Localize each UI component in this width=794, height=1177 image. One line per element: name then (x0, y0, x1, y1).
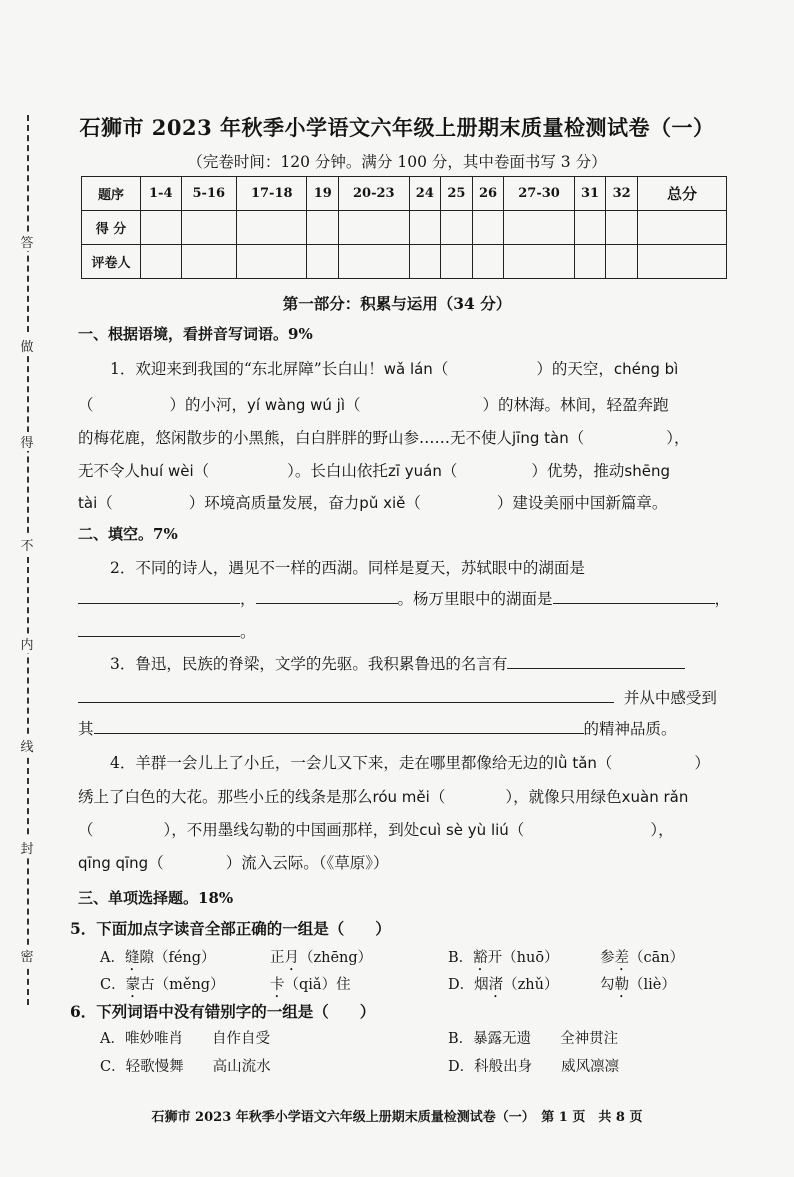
q1-line-4: 无不令人huí wèi（ ）。长白山依托zī yuán（ ）优势，推动shēng (78, 462, 670, 480)
score-col: 19 (307, 177, 339, 211)
pinyin: wǎ lán (383, 360, 433, 378)
score-cell[interactable] (504, 211, 574, 245)
q6-option-c[interactable]: C．轻歌慢舞 高山流水 (100, 1059, 271, 1075)
score-col: 1-4 (141, 177, 182, 211)
grader-cell[interactable] (472, 245, 504, 279)
grader-row-label: 评卷人 (82, 245, 141, 279)
grader-cell[interactable] (141, 245, 182, 279)
q5-option-a-2: 正月（zhēng） (270, 950, 373, 966)
q2-stem: 2．不同的诗人，遇见不一样的西湖。同样是夏天，苏轼眼中的湖面是 (110, 559, 585, 577)
section-1-heading: 一、根据语境，看拼音写词语。9% (78, 325, 313, 343)
margin-char: 线 (17, 736, 37, 755)
score-cell[interactable] (574, 211, 606, 245)
answer-blank[interactable] (553, 589, 715, 604)
part-one-heading: 第一部分：积累与运用（34 分） (282, 294, 512, 313)
grader-cell[interactable] (181, 245, 237, 279)
margin-char: 做 (17, 336, 37, 355)
score-cell[interactable] (606, 211, 638, 245)
margin-char: 答 (17, 232, 37, 251)
margin-char: 密 (17, 946, 37, 965)
score-row-label: 得 分 (82, 211, 141, 245)
q1-line-2: （ ）的小河，yí wàng wú jì（ ）的林海。林间，轻盈奔跑 (78, 396, 669, 414)
q6-option-d[interactable]: D．科般出身 威风凛凛 (448, 1059, 620, 1075)
grader-cell[interactable] (504, 245, 574, 279)
score-col: 5-16 (181, 177, 237, 211)
section-3-heading: 三、单项选择题。18% (78, 889, 234, 907)
score-cell[interactable] (409, 211, 441, 245)
answer-blank[interactable] (507, 654, 685, 669)
answer-blank[interactable] (78, 622, 240, 637)
score-col: 31 (574, 177, 606, 211)
q6-stem: 6．下列词语中没有错别字的一组是（ ） (70, 1002, 376, 1021)
score-col: 17-18 (237, 177, 307, 211)
answer-blank[interactable] (256, 589, 398, 604)
q6-option-a[interactable]: A．唯妙唯肖 自作自受 (100, 1031, 270, 1047)
score-col-total: 总分 (638, 177, 727, 211)
score-table (81, 176, 727, 279)
margin-char: 封 (17, 838, 37, 857)
score-col: 24 (409, 177, 441, 211)
score-table-header-label: 题序 (82, 177, 141, 211)
q1-line-5: tài（ ）环境高质量发展，奋力pǔ xiě（ ）建设美丽中国新篇章。 (78, 494, 668, 512)
q4-line-4: qīng qīng（ ）流入云际。（《草原》） (78, 854, 389, 872)
section-2-heading: 二、填空。7% (78, 525, 178, 543)
answer-blank[interactable] (94, 719, 584, 734)
q2-line-3: 。 (78, 620, 256, 642)
score-cell[interactable] (638, 211, 727, 245)
q4-line-1: 4．羊群一会儿上了小丘，一会儿又下来，走在哪里都像给无边的lǜ tǎn（ ） (110, 754, 710, 772)
answer-blank[interactable] (78, 589, 240, 604)
score-col: 32 (606, 177, 638, 211)
q1-line-3: 的梅花鹿，悠闲散步的小黑熊，白白胖胖的野山参……无不使人jīng tàn（ ）， (78, 429, 690, 447)
grader-cell[interactable] (307, 245, 339, 279)
margin-char: 不 (17, 535, 37, 554)
q5-option-a[interactable]: A．缝隙（féng） (100, 950, 216, 966)
score-col: 25 (441, 177, 473, 211)
score-col: 20-23 (339, 177, 409, 211)
grader-cell[interactable] (409, 245, 441, 279)
grader-cell[interactable] (441, 245, 473, 279)
q1-line-1: 1．欢迎来到我国的“东北屏障”长白山！wǎ lán（ ）的天空，chéng bì (110, 360, 679, 378)
q3-line-3: 其 的精神品质。 (78, 720, 677, 738)
q4-line-3: （ ），不用墨线勾勒的中国画那样，到处cuì sè yù liú（ ）， (78, 821, 674, 839)
q5-option-c-2: 卡（qiǎ）住 (270, 977, 351, 993)
grader-cell[interactable] (638, 245, 727, 279)
score-cell[interactable] (339, 211, 409, 245)
margin-char: 得 (17, 432, 37, 451)
exam-subtitle: （完卷时间：120 分钟。满分 100 分，其中卷面书写 3 分） (187, 153, 607, 171)
q5-option-d-2: 勾勒（liè） (600, 977, 676, 993)
score-cell[interactable] (237, 211, 307, 245)
q5-stem: 5．下面加点字读音全部正确的一组是（ ） (70, 919, 391, 938)
exam-title: 石狮市 2023 年秋季小学语文六年级上册期末质量检测试卷（一） (79, 115, 715, 140)
q6-option-b[interactable]: B．暴露无遗 全神贯注 (448, 1031, 619, 1047)
score-cell[interactable] (307, 211, 339, 245)
page-footer: 石狮市 2023 年秋季小学语文六年级上册期末质量检测试卷（一） 第 1 页 共 8 页 (151, 1110, 643, 1125)
q5-option-d[interactable]: D．烟渚（zhǔ） (448, 977, 559, 993)
answer-blank[interactable] (78, 688, 614, 703)
q4-line-2: 绣上了白色的大花。那些小丘的线条是那么róu měi（ ），就像只用绿色xuàn rǎn (78, 788, 689, 806)
grader-cell[interactable] (574, 245, 606, 279)
score-cell[interactable] (141, 211, 182, 245)
score-cell[interactable] (441, 211, 473, 245)
score-cell[interactable] (181, 211, 237, 245)
q3-stem: 3．鲁迅，民族的脊梁，文学的先驱。我积累鲁迅的名言有 (110, 652, 685, 674)
q2-line-2: ， 。杨万里眼中的湖面是 ， (78, 587, 730, 609)
score-cell[interactable] (472, 211, 504, 245)
margin-char: 内 (17, 634, 37, 653)
score-col: 26 (472, 177, 504, 211)
grader-cell[interactable] (606, 245, 638, 279)
grader-cell[interactable] (237, 245, 307, 279)
score-col: 27-30 (504, 177, 574, 211)
q5-option-c[interactable]: C．蒙古（měng） (100, 977, 225, 993)
q3-line-2: 并从中感受到 (78, 686, 717, 708)
q5-option-b-2: 参差（cān） (600, 950, 685, 966)
q5-option-b[interactable]: B．豁开（huō） (448, 950, 559, 966)
grader-cell[interactable] (339, 245, 409, 279)
